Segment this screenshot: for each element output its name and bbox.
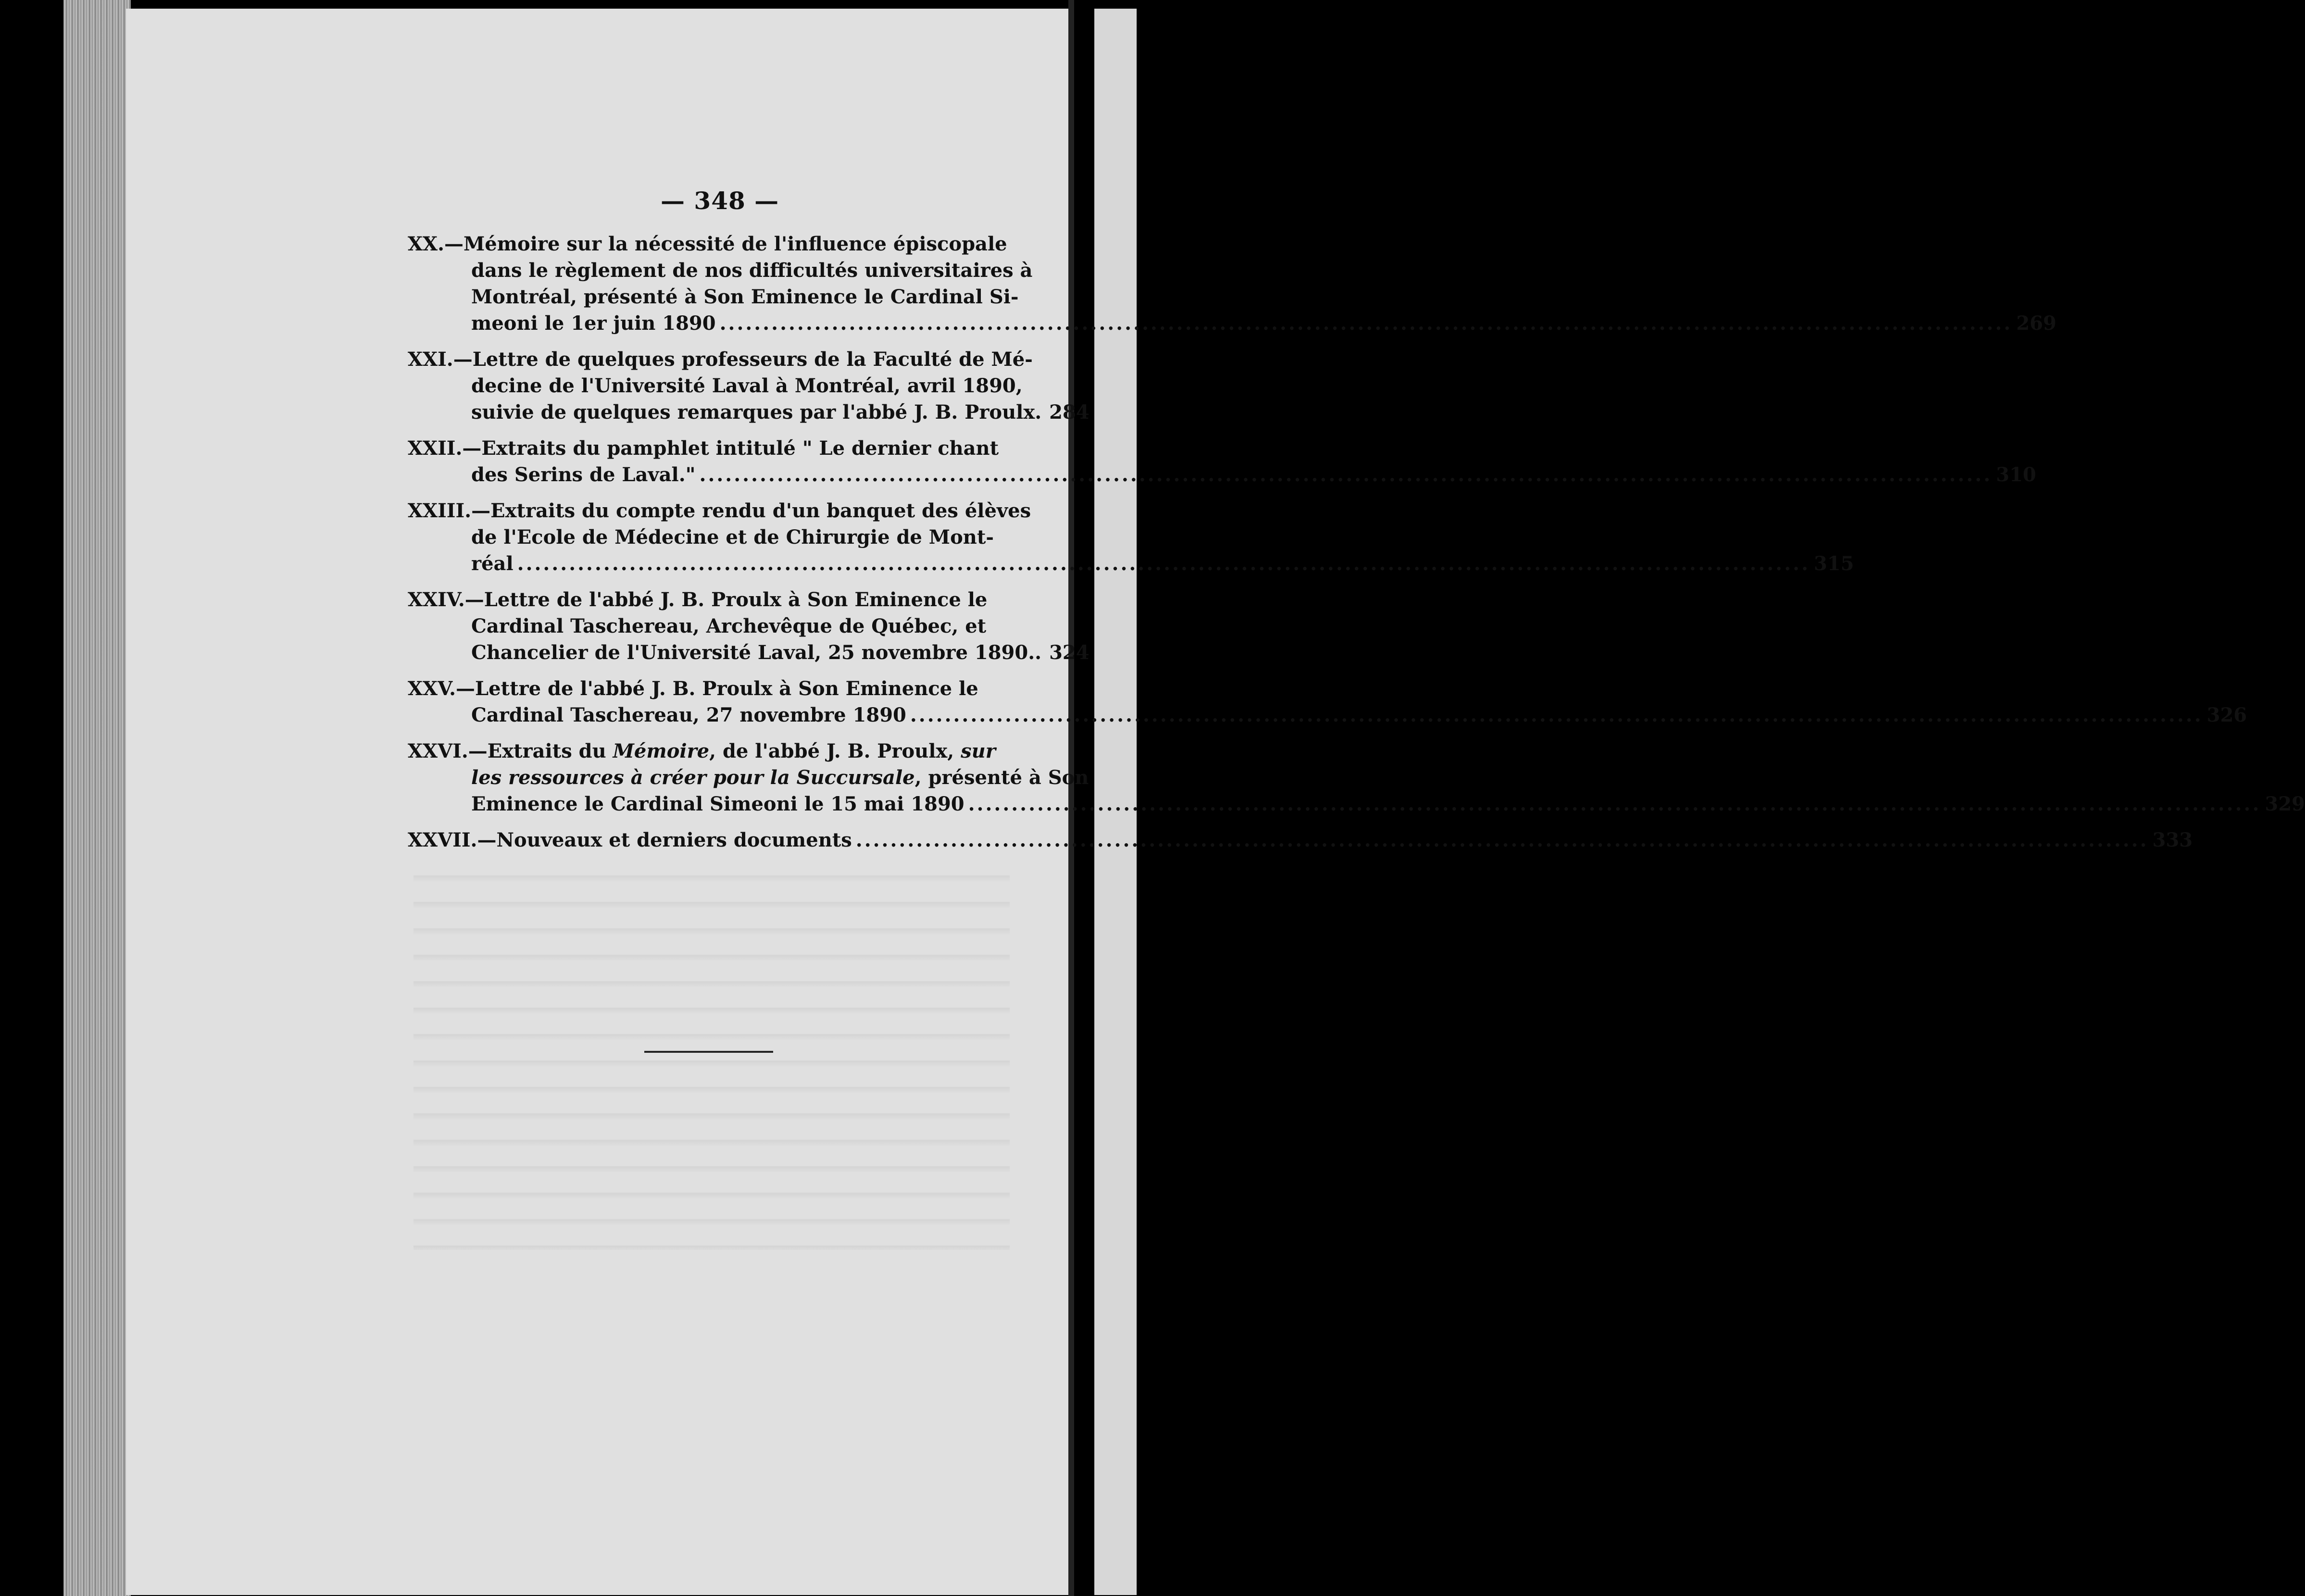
toc-line: dans le règlement de nos difficultés universitaires à [471,259,1033,282]
toc-entry-xx [408,231,2056,337]
toc-entry-xxii [408,435,2036,488]
toc-entry-xxi [408,346,1090,425]
toc-line: XXIII.—Extraits du compte rendu d'un banquet des élèves [408,499,1031,522]
toc-line-leader [408,827,2193,853]
dot-leader [720,310,2013,337]
toc-line-text: Eminence le Cardinal Simeoni le 15 mai 1890 [471,793,965,815]
toc-entry-xxv [408,675,2247,728]
toc-line-leader [408,550,1854,577]
table-of-contents [408,231,2305,863]
toc-line-text: meoni le 1er juin 1890 [471,312,716,335]
dot-leader [968,791,2261,817]
toc-line: XXII.—Extraits du pamphlet intitulé " Le dernier chant [408,437,999,460]
toc-line: XXV.—Lettre de l'abbé J. B. Proulx à Son Eminence le [408,677,978,700]
toc-line: XXI.—Lettre de quelques professeurs de la Faculté de Mé- [408,348,1033,371]
toc-text-italic: Mémoire [613,740,710,762]
toc-text: XXVI.—Extraits du [408,740,613,762]
toc-text-italic: sur [961,740,996,762]
toc-line: Cardinal Taschereau, Archevêque de Québec, et [471,615,987,637]
toc-page-ref: 326 [2206,704,2247,726]
toc-line: decine de l'Université Laval à Montréal, avril 1890, [471,374,1023,397]
dot-leader [910,702,2203,728]
toc-line: XX.—Mémoire sur la nécessité de l'influence épiscopale [408,233,1007,255]
toc-line-leader [408,639,1090,666]
toc-page-ref: 315 [1814,552,1854,575]
toc-line [408,764,1089,791]
toc-page-ref: 333 [2152,829,2193,851]
toc-entry-xxiv [408,586,1090,666]
toc-line: Montréal, présenté à Son Eminence le Cardinal Si- [471,286,1019,308]
toc-text-italic: les ressources à créer pour la Succursale [471,766,915,789]
toc-line-text: Cardinal Taschereau, 27 novembre 1890 [471,704,906,726]
toc-line-leader [408,791,2305,817]
toc-line-leader [408,399,1090,425]
toc-page-ref: 324 [1049,641,1090,664]
toc-line-text: XXVII.—Nouveaux et derniers documents [408,829,852,851]
toc-line-text: des Serins de Laval." [471,463,696,486]
toc-line-text: suivie de quelques remarques par l'abbé J. B. Proulx. [471,401,1042,424]
toc-line-leader [408,461,2036,488]
dot-leader [856,827,2149,853]
toc-page-ref: 329 [2265,793,2305,815]
toc-line-leader [408,310,2056,337]
toc-entry-xxiii [408,498,1854,577]
show-through-text [413,856,1010,1250]
toc-page-ref: 284 [1049,401,1090,424]
dot-leader [517,550,1810,577]
toc-text: , présenté à Son [914,766,1089,789]
horizontal-rule [644,1051,773,1053]
toc-line: de l'Ecole de Médecine et de Chirurgie de Mont- [471,526,994,549]
dot-leader [700,461,1992,488]
toc-line-leader [408,702,2247,728]
toc-page-ref: 310 [1996,463,2036,486]
page-number: — 348 — [661,187,779,215]
toc-page-ref: 269 [2016,312,2056,335]
toc-text: , de l'abbé J. B. Proulx, [709,740,961,762]
toc-entry-xxvii [408,827,2193,853]
toc-line-text: Chancelier de l'Université Laval, 25 novembre 1890.. [471,641,1042,664]
toc-line: XXIV.—Lettre de l'abbé J. B. Proulx à Son Eminence le [408,588,988,611]
toc-line [408,738,1009,764]
book-page-edges [63,0,131,1596]
toc-line-text: réal [471,552,514,575]
toc-entry-xxvi [408,738,2305,817]
